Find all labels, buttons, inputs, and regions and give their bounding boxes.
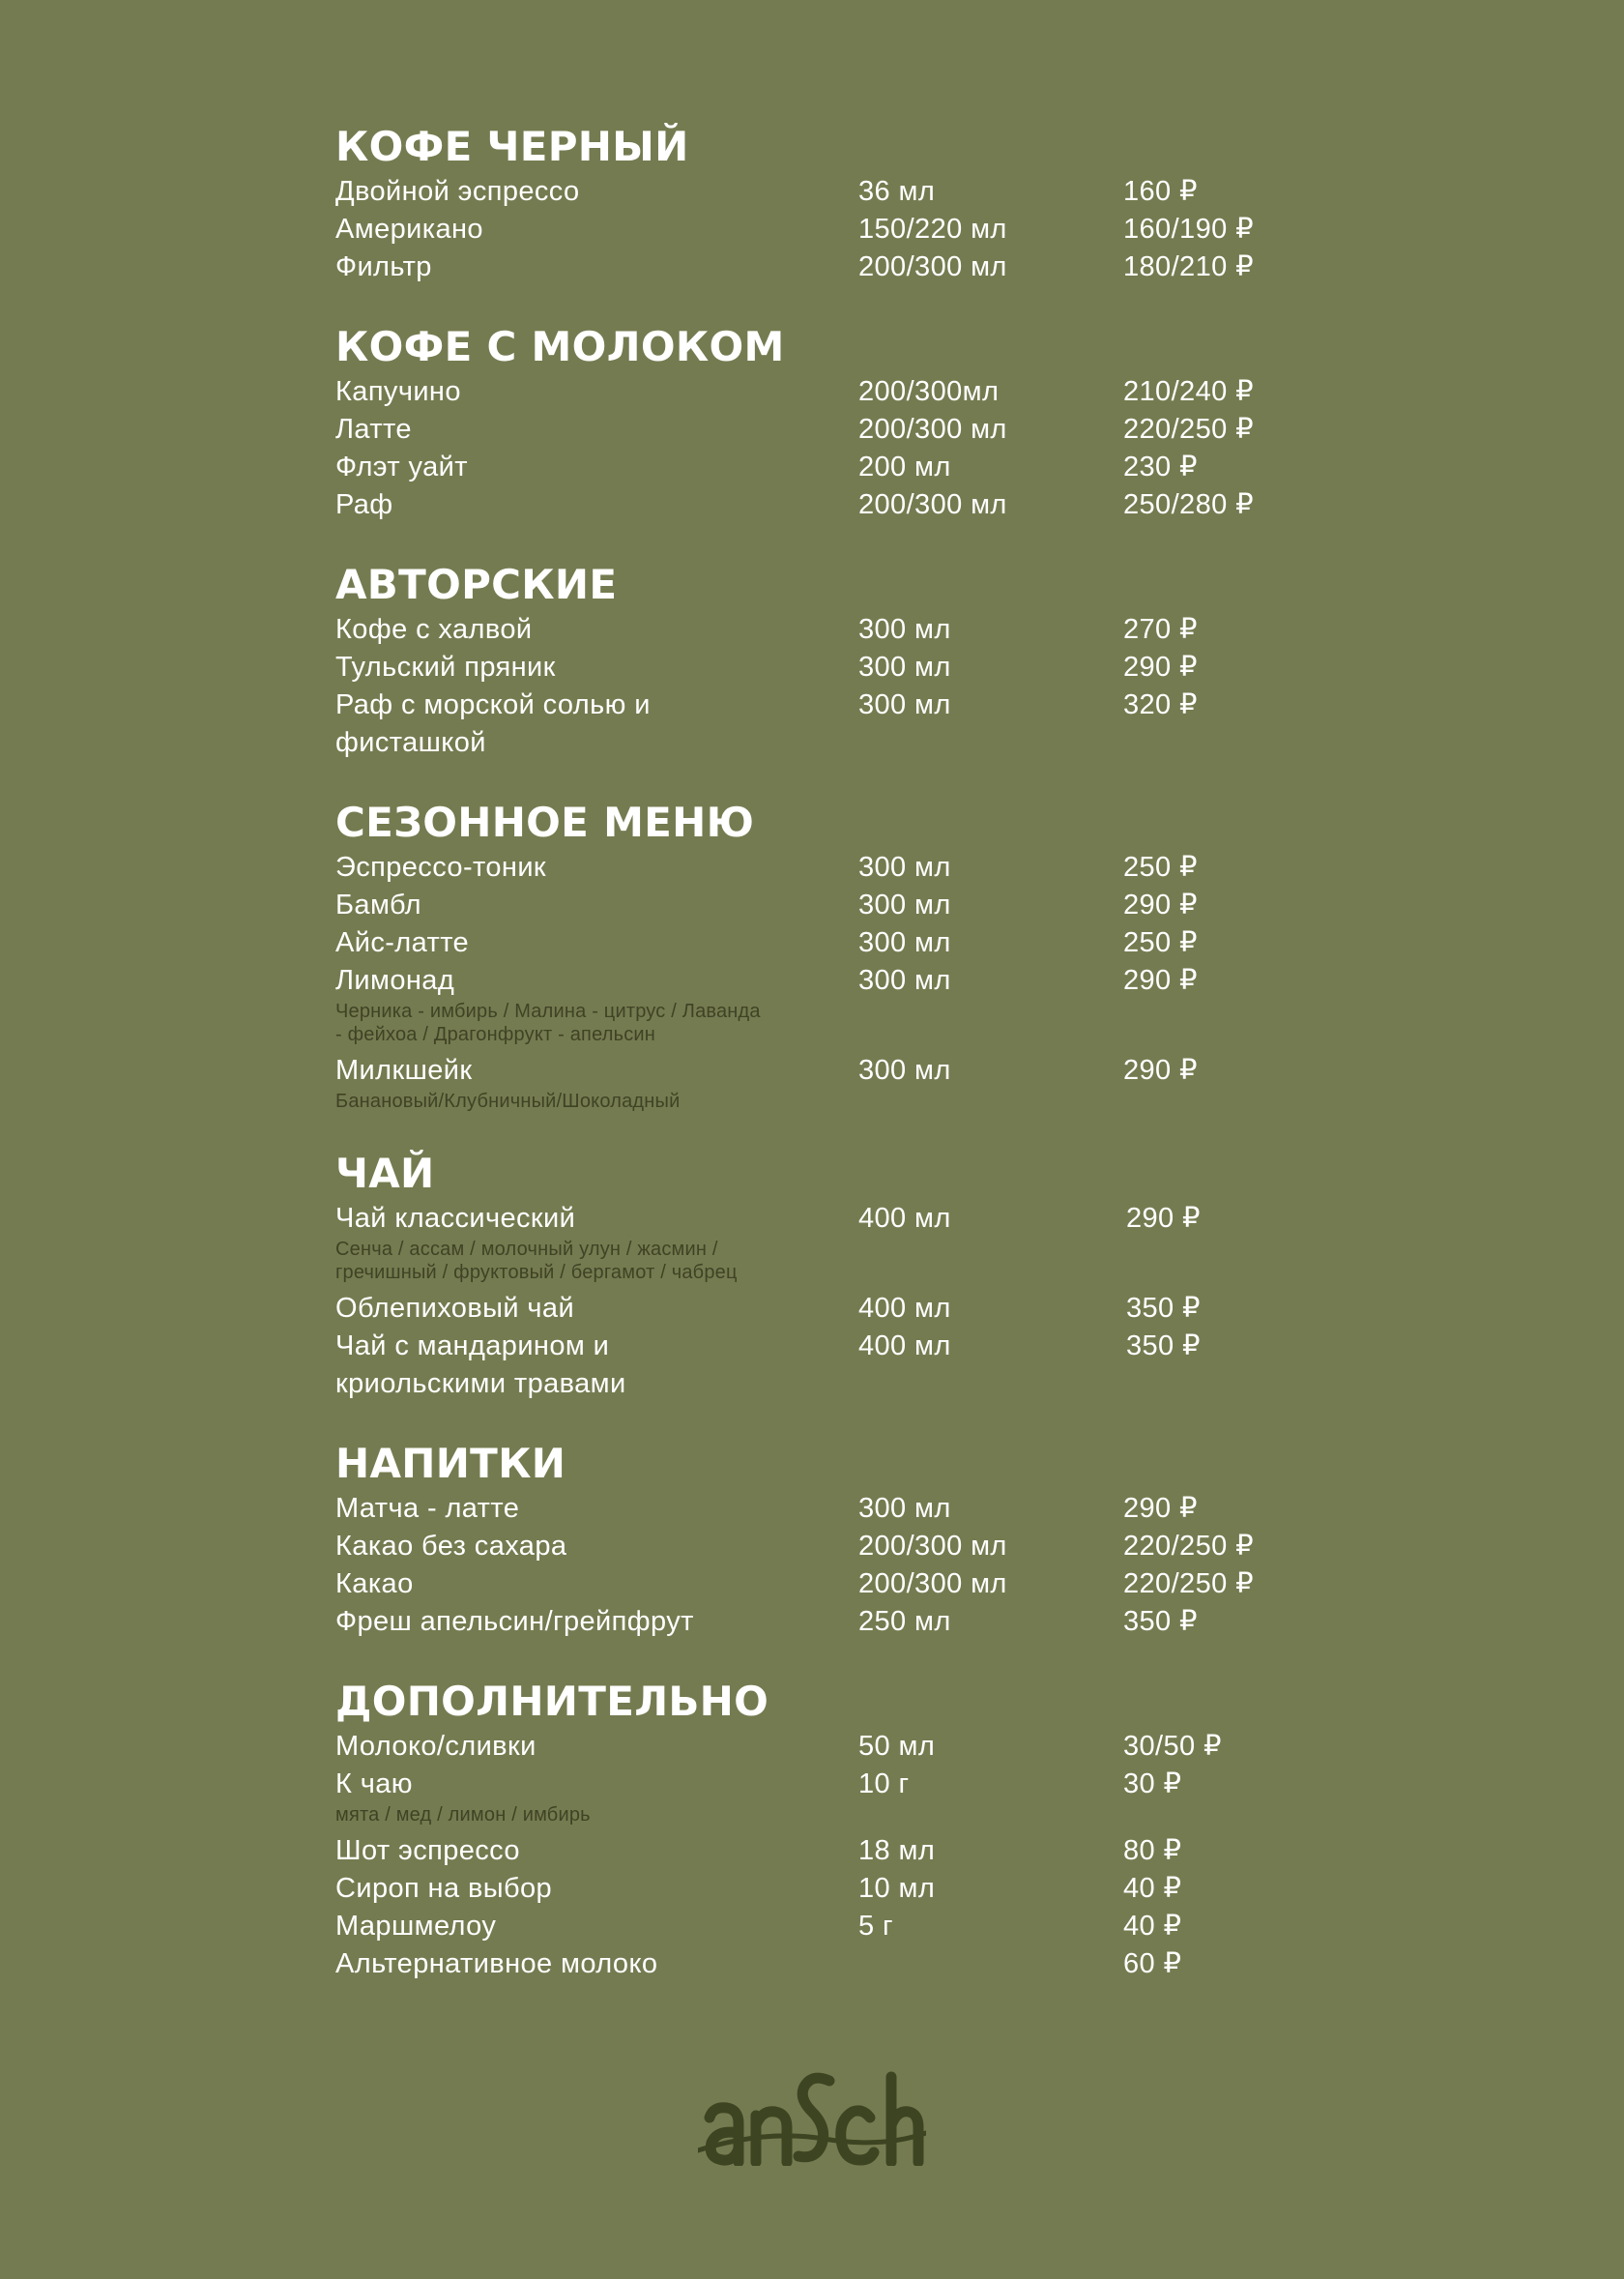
section-title: АВТОРСКИЕ	[335, 561, 618, 608]
menu-item	[335, 248, 1302, 286]
item-name: Маршмелоу	[335, 1911, 497, 1942]
section-title: ЧАЙ	[335, 1150, 435, 1197]
item-volume: 10 г	[858, 1768, 910, 1799]
item-name: Чай классический	[335, 1203, 576, 1234]
item-name: Флэт уайт	[335, 452, 468, 482]
item-name: Фильтр	[335, 251, 432, 282]
item-volume: 5 г	[858, 1911, 893, 1942]
menu-item	[335, 1766, 1302, 1826]
section-title: СЕЗОННОЕ МЕНЮ	[335, 799, 755, 846]
item-price: 40 ₽	[1123, 1873, 1182, 1904]
item-note: Сенча / ассам / молочный улун / жасмин / гречишный / фруктовый / бергамот / чабрец	[335, 1239, 738, 1283]
section-title: КОФЕ С МОЛОКОМ	[335, 323, 785, 370]
item-name: Двойной эспрессо	[335, 176, 580, 207]
item-volume: 300 мл	[858, 1493, 951, 1524]
item-volume: 400 мл	[858, 1203, 951, 1234]
item-volume: 300 мл	[858, 927, 951, 958]
item-volume: 400 мл	[858, 1330, 951, 1361]
menu-item	[335, 611, 1302, 649]
item-price: 350 ₽	[1126, 1293, 1201, 1324]
brand-logo	[698, 2069, 926, 2166]
item-price: 160 ₽	[1123, 176, 1198, 207]
menu-item	[335, 1832, 1302, 1870]
item-name: Милкшейк	[335, 1055, 473, 1086]
menu-item	[335, 1603, 1302, 1641]
item-price: 290 ₽	[1123, 890, 1198, 920]
item-price: 290 ₽	[1123, 1493, 1198, 1524]
item-price: 40 ₽	[1123, 1911, 1182, 1942]
menu-item	[335, 486, 1302, 524]
section-title: ДОПОЛНИТЕЛЬНО	[335, 1678, 769, 1725]
menu-item	[335, 924, 1302, 962]
item-name: Сироп на выбор	[335, 1873, 553, 1904]
menu-item	[335, 1565, 1302, 1603]
item-volume: 50 мл	[858, 1731, 936, 1762]
item-volume: 200/300мл	[858, 376, 1000, 407]
section-coffee-milk	[335, 321, 1302, 524]
item-price: 270 ₽	[1123, 614, 1198, 645]
item-name: Фреш апельсин/грейпфрут	[335, 1606, 694, 1637]
menu-item	[335, 687, 1302, 762]
item-volume: 300 мл	[858, 965, 951, 996]
menu-item	[335, 649, 1302, 687]
section-signature	[335, 559, 1302, 762]
item-volume: 36 мл	[858, 176, 936, 207]
item-name: К чаю	[335, 1768, 413, 1799]
menu-item	[335, 1490, 1302, 1528]
item-name: Молоко/сливки	[335, 1731, 536, 1762]
item-name: Облепиховый чай	[335, 1293, 575, 1324]
menu-item	[335, 1908, 1302, 1945]
menu-item	[335, 211, 1302, 248]
section-extras	[335, 1676, 1302, 1983]
item-note: Банановый/Клубничный/Шоколадный	[335, 1091, 681, 1112]
item-price: 220/250 ₽	[1123, 1568, 1254, 1599]
item-name: Альтернативное молоко	[335, 1948, 658, 1979]
item-price: 180/210 ₽	[1123, 251, 1254, 282]
menu-item	[335, 849, 1302, 887]
menu-item	[335, 373, 1302, 411]
item-volume: 250 мл	[858, 1606, 951, 1637]
section-drinks	[335, 1438, 1302, 1641]
item-name: Бамбл	[335, 890, 421, 920]
item-price: 350 ₽	[1126, 1330, 1201, 1361]
item-name: Раф	[335, 489, 393, 520]
menu-item	[335, 1290, 1302, 1328]
item-name: Какао	[335, 1568, 414, 1599]
section-tea	[335, 1148, 1302, 1403]
menu-item	[335, 962, 1302, 1046]
item-price: 30 ₽	[1123, 1768, 1182, 1799]
menu-item	[335, 411, 1302, 449]
item-name: Латте	[335, 414, 412, 445]
item-volume: 400 мл	[858, 1293, 951, 1324]
item-price: 220/250 ₽	[1123, 414, 1254, 445]
item-name: Тульский пряник	[335, 652, 556, 683]
item-note: Черника - имбирь / Малина - цитрус / Лаванда - фейхоа / Драгонфрукт - апельсин	[335, 1001, 761, 1045]
item-volume: 300 мл	[858, 689, 951, 720]
item-volume: 300 мл	[858, 614, 951, 645]
menu-item	[335, 1052, 1302, 1113]
item-price: 290 ₽	[1126, 1203, 1201, 1234]
item-name: Эспрессо-тоник	[335, 852, 547, 883]
item-price: 320 ₽	[1123, 689, 1198, 720]
item-price: 160/190 ₽	[1123, 214, 1254, 245]
item-volume: 300 мл	[858, 1055, 951, 1086]
section-seasonal	[335, 797, 1302, 1113]
item-price: 230 ₽	[1123, 452, 1198, 482]
menu-item	[335, 1200, 1302, 1284]
item-name: Чай с мандарином и криольскими травами	[335, 1330, 626, 1399]
menu-item	[335, 1328, 1302, 1403]
item-volume: 200 мл	[858, 452, 951, 482]
menu-item	[335, 173, 1302, 211]
item-price: 30/50 ₽	[1123, 1731, 1222, 1762]
menu-item	[335, 449, 1302, 486]
item-volume: 200/300 мл	[858, 489, 1007, 520]
section-coffee-black	[335, 121, 1302, 286]
item-name: Раф с морской солью и фисташкой	[335, 689, 651, 758]
item-volume: 300 мл	[858, 890, 951, 920]
item-price: 250 ₽	[1123, 852, 1198, 883]
item-price: 250 ₽	[1123, 927, 1198, 958]
item-price: 210/240 ₽	[1123, 376, 1254, 407]
item-volume: 200/300 мл	[858, 1568, 1007, 1599]
section-title: КОФЕ ЧЕРНЫЙ	[335, 123, 689, 170]
item-volume: 18 мл	[858, 1835, 936, 1866]
item-price: 80 ₽	[1123, 1835, 1182, 1866]
section-title: НАПИТКИ	[335, 1440, 566, 1487]
item-name: Шот эспрессо	[335, 1835, 520, 1866]
menu-item	[335, 1528, 1302, 1565]
item-volume: 200/300 мл	[858, 414, 1007, 445]
menu-item	[335, 1728, 1302, 1766]
menu-item	[335, 1870, 1302, 1908]
item-price: 290 ₽	[1123, 652, 1198, 683]
menu-item	[335, 887, 1302, 924]
item-name: Лимонад	[335, 965, 455, 996]
item-price: 60 ₽	[1123, 1948, 1182, 1979]
item-name: Американо	[335, 214, 483, 245]
item-name: Матча - латте	[335, 1493, 520, 1524]
item-volume: 150/220 мл	[858, 214, 1007, 245]
item-name: Айс-латте	[335, 927, 470, 958]
item-volume: 300 мл	[858, 652, 951, 683]
item-volume: 200/300 мл	[858, 1531, 1007, 1562]
item-price: 350 ₽	[1123, 1606, 1198, 1637]
item-name: Кофе с халвой	[335, 614, 533, 645]
item-volume: 300 мл	[858, 852, 951, 883]
item-name: Капучино	[335, 376, 461, 407]
item-price: 220/250 ₽	[1123, 1531, 1254, 1562]
menu-item	[335, 1945, 1302, 1983]
item-note: мята / мед / лимон / имбирь	[335, 1804, 591, 1826]
item-price: 250/280 ₽	[1123, 489, 1254, 520]
item-volume: 10 мл	[858, 1873, 936, 1904]
item-volume: 200/300 мл	[858, 251, 1007, 282]
item-price: 290 ₽	[1123, 1055, 1198, 1086]
menu	[335, 121, 1302, 2018]
item-name: Какао без сахара	[335, 1531, 567, 1562]
item-price: 290 ₽	[1123, 965, 1198, 996]
